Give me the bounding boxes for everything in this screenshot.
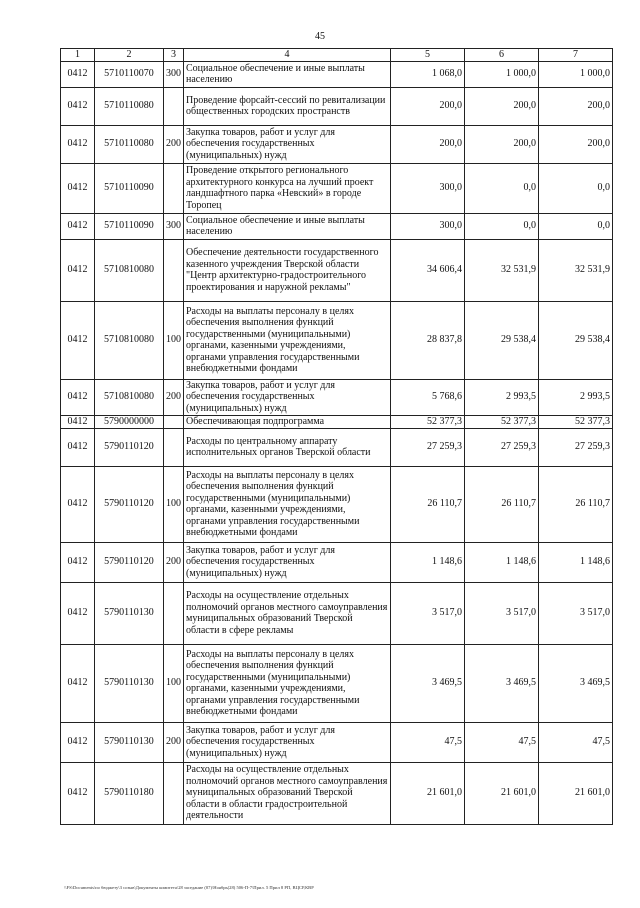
column-header: 3 bbox=[164, 49, 184, 62]
section-code-cell: 0412 bbox=[61, 582, 95, 644]
name-cell: Социальное обеспечение и иные выплаты населению bbox=[184, 61, 391, 87]
expense-type-cell bbox=[164, 762, 184, 824]
article-code-cell: 5710110080 bbox=[95, 125, 164, 163]
table-row bbox=[61, 213, 613, 239]
section-code-cell: 0412 bbox=[61, 239, 95, 301]
article-code-cell: 5790110130 bbox=[95, 644, 164, 722]
section-code-cell: 0412 bbox=[61, 301, 95, 379]
table-row bbox=[61, 466, 613, 542]
expense-type-cell: 200 bbox=[164, 722, 184, 762]
amount-col5-cell: 5 768,6 bbox=[391, 379, 465, 415]
amount-col5-cell: 1 068,0 bbox=[391, 61, 465, 87]
column-header: 2 bbox=[95, 49, 164, 62]
amount-col6-cell: 47,5 bbox=[465, 722, 539, 762]
name-cell: Расходы на осуществление отдельных полномочий органов местного самоуправления муниципальных образований Тверской области в области градостроительной деятельности bbox=[184, 762, 391, 824]
amount-col7-cell: 0,0 bbox=[539, 163, 613, 213]
article-code-cell: 5710110080 bbox=[95, 87, 164, 125]
section-code-cell: 0412 bbox=[61, 163, 95, 213]
amount-col6-cell: 26 110,7 bbox=[465, 466, 539, 542]
section-code-cell: 0412 bbox=[61, 722, 95, 762]
amount-col5-cell: 3 517,0 bbox=[391, 582, 465, 644]
amount-col5-cell: 200,0 bbox=[391, 125, 465, 163]
article-code-cell: 5790110130 bbox=[95, 582, 164, 644]
table-row bbox=[61, 762, 613, 824]
amount-col6-cell: 3 517,0 bbox=[465, 582, 539, 644]
section-code-cell: 0412 bbox=[61, 125, 95, 163]
article-code-cell: 5790110120 bbox=[95, 466, 164, 542]
name-cell: Расходы на осуществление отдельных полномочий органов местного самоуправления муниципальных образований Тверской области в сфере рекламы bbox=[184, 582, 391, 644]
amount-col7-cell: 1 148,6 bbox=[539, 542, 613, 582]
file-path-footer: \\FS\Documents\по бюджету\3 созыв\Документы комитета\28 заседание (07)\Ноябрь(28) 506-П-7\Прил. 5 Прил 8 РП, ВЦСР,КВР bbox=[64, 885, 314, 890]
article-code-cell: 5710810080 bbox=[95, 301, 164, 379]
amount-col5-cell: 1 148,6 bbox=[391, 542, 465, 582]
name-cell: Социальное обеспечение и иные выплаты населению bbox=[184, 213, 391, 239]
article-code-cell: 5790000000 bbox=[95, 415, 164, 428]
table-row bbox=[61, 239, 613, 301]
amount-col6-cell: 200,0 bbox=[465, 125, 539, 163]
name-cell: Закупка товаров, работ и услуг для обеспечения государственных (муниципальных) нужд bbox=[184, 542, 391, 582]
expense-type-cell: 200 bbox=[164, 125, 184, 163]
amount-col7-cell: 27 259,3 bbox=[539, 428, 613, 466]
section-code-cell: 0412 bbox=[61, 466, 95, 542]
article-code-cell: 5710810080 bbox=[95, 379, 164, 415]
amount-col6-cell: 200,0 bbox=[465, 87, 539, 125]
name-cell: Закупка товаров, работ и услуг для обеспечения государственных (муниципальных) нужд bbox=[184, 379, 391, 415]
table-header-row bbox=[61, 49, 613, 62]
amount-col6-cell: 1 148,6 bbox=[465, 542, 539, 582]
table-row bbox=[61, 415, 613, 428]
expense-type-cell: 100 bbox=[164, 466, 184, 542]
article-code-cell: 5790110120 bbox=[95, 428, 164, 466]
expense-type-cell bbox=[164, 582, 184, 644]
column-header: 4 bbox=[184, 49, 391, 62]
section-code-cell: 0412 bbox=[61, 542, 95, 582]
expense-type-cell: 300 bbox=[164, 61, 184, 87]
amount-col7-cell: 0,0 bbox=[539, 213, 613, 239]
column-header: 7 bbox=[539, 49, 613, 62]
amount-col6-cell: 2 993,5 bbox=[465, 379, 539, 415]
table-row bbox=[61, 61, 613, 87]
article-code-cell: 5710110090 bbox=[95, 163, 164, 213]
amount-col5-cell: 3 469,5 bbox=[391, 644, 465, 722]
amount-col5-cell: 200,0 bbox=[391, 87, 465, 125]
name-cell: Расходы на выплаты персоналу в целях обеспечения выполнения функций государственными (муниципальными) органами, казенными учреждениями, органами управления государственными внебюджетными фондами bbox=[184, 644, 391, 722]
budget-table bbox=[60, 48, 613, 825]
name-cell: Расходы на выплаты персоналу в целях обеспечения выполнения функций государственными (муниципальными) органами, казенными учреждениями, органами управления государственными внебюджетными фондами bbox=[184, 466, 391, 542]
amount-col5-cell: 21 601,0 bbox=[391, 762, 465, 824]
amount-col6-cell: 52 377,3 bbox=[465, 415, 539, 428]
name-cell: Обеспечивающая подпрограмма bbox=[184, 415, 391, 428]
article-code-cell: 5710110070 bbox=[95, 61, 164, 87]
name-cell: Закупка товаров, работ и услуг для обеспечения государственных (муниципальных) нужд bbox=[184, 722, 391, 762]
amount-col6-cell: 3 469,5 bbox=[465, 644, 539, 722]
amount-col6-cell: 32 531,9 bbox=[465, 239, 539, 301]
amount-col7-cell: 200,0 bbox=[539, 125, 613, 163]
column-header: 6 bbox=[465, 49, 539, 62]
amount-col7-cell: 1 000,0 bbox=[539, 61, 613, 87]
amount-col5-cell: 52 377,3 bbox=[391, 415, 465, 428]
amount-col5-cell: 34 606,4 bbox=[391, 239, 465, 301]
table-row bbox=[61, 722, 613, 762]
article-code-cell: 5790110130 bbox=[95, 722, 164, 762]
section-code-cell: 0412 bbox=[61, 644, 95, 722]
amount-col7-cell: 21 601,0 bbox=[539, 762, 613, 824]
amount-col7-cell: 200,0 bbox=[539, 87, 613, 125]
amount-col5-cell: 300,0 bbox=[391, 213, 465, 239]
expense-type-cell bbox=[164, 87, 184, 125]
name-cell: Закупка товаров, работ и услуг для обеспечения государственных (муниципальных) нужд bbox=[184, 125, 391, 163]
amount-col7-cell: 52 377,3 bbox=[539, 415, 613, 428]
name-cell: Проведение форсайт-сессий по ревитализации общественных городских пространств bbox=[184, 87, 391, 125]
expense-type-cell: 100 bbox=[164, 301, 184, 379]
column-header: 5 bbox=[391, 49, 465, 62]
table-row bbox=[61, 379, 613, 415]
table-row bbox=[61, 644, 613, 722]
amount-col6-cell: 0,0 bbox=[465, 163, 539, 213]
expense-type-cell bbox=[164, 415, 184, 428]
page-number: 45 bbox=[315, 31, 325, 42]
column-header: 1 bbox=[61, 49, 95, 62]
amount-col6-cell: 29 538,4 bbox=[465, 301, 539, 379]
section-code-cell: 0412 bbox=[61, 87, 95, 125]
amount-col7-cell: 3 469,5 bbox=[539, 644, 613, 722]
article-code-cell: 5710110090 bbox=[95, 213, 164, 239]
expense-type-cell: 300 bbox=[164, 213, 184, 239]
section-code-cell: 0412 bbox=[61, 428, 95, 466]
article-code-cell: 5710810080 bbox=[95, 239, 164, 301]
article-code-cell: 5790110120 bbox=[95, 542, 164, 582]
name-cell: Проведение открытого регионального архитектурного конкурса на лучший проект ландшафтного парка «Невский» в городе Торопец bbox=[184, 163, 391, 213]
amount-col5-cell: 26 110,7 bbox=[391, 466, 465, 542]
name-cell: Обеспечение деятельности государственного казенного учреждения Тверской области "Центр архитектурно-градостроительного проектирования и наружной рекламы" bbox=[184, 239, 391, 301]
expense-type-cell: 100 bbox=[164, 644, 184, 722]
table-row bbox=[61, 542, 613, 582]
amount-col7-cell: 32 531,9 bbox=[539, 239, 613, 301]
amount-col7-cell: 47,5 bbox=[539, 722, 613, 762]
section-code-cell: 0412 bbox=[61, 379, 95, 415]
table-row bbox=[61, 163, 613, 213]
section-code-cell: 0412 bbox=[61, 415, 95, 428]
amount-col5-cell: 28 837,8 bbox=[391, 301, 465, 379]
expense-type-cell: 200 bbox=[164, 542, 184, 582]
table-row bbox=[61, 87, 613, 125]
table-row bbox=[61, 428, 613, 466]
amount-col6-cell: 0,0 bbox=[465, 213, 539, 239]
amount-col5-cell: 27 259,3 bbox=[391, 428, 465, 466]
expense-type-cell bbox=[164, 239, 184, 301]
table-row bbox=[61, 125, 613, 163]
section-code-cell: 0412 bbox=[61, 213, 95, 239]
amount-col7-cell: 26 110,7 bbox=[539, 466, 613, 542]
amount-col6-cell: 21 601,0 bbox=[465, 762, 539, 824]
amount-col7-cell: 2 993,5 bbox=[539, 379, 613, 415]
amount-col7-cell: 3 517,0 bbox=[539, 582, 613, 644]
amount-col5-cell: 300,0 bbox=[391, 163, 465, 213]
expense-type-cell bbox=[164, 428, 184, 466]
amount-col5-cell: 47,5 bbox=[391, 722, 465, 762]
section-code-cell: 0412 bbox=[61, 61, 95, 87]
expense-type-cell: 200 bbox=[164, 379, 184, 415]
section-code-cell: 0412 bbox=[61, 762, 95, 824]
name-cell: Расходы на выплаты персоналу в целях обеспечения выполнения функций государственными (муниципальными) органами, казенными учреждениями, органами управления государственными внебюджетными фондами bbox=[184, 301, 391, 379]
expense-type-cell bbox=[164, 163, 184, 213]
name-cell: Расходы по центральному аппарату исполнительных органов Тверской области bbox=[184, 428, 391, 466]
amount-col6-cell: 27 259,3 bbox=[465, 428, 539, 466]
table-row bbox=[61, 582, 613, 644]
amount-col7-cell: 29 538,4 bbox=[539, 301, 613, 379]
amount-col6-cell: 1 000,0 bbox=[465, 61, 539, 87]
article-code-cell: 5790110180 bbox=[95, 762, 164, 824]
table-row bbox=[61, 301, 613, 379]
